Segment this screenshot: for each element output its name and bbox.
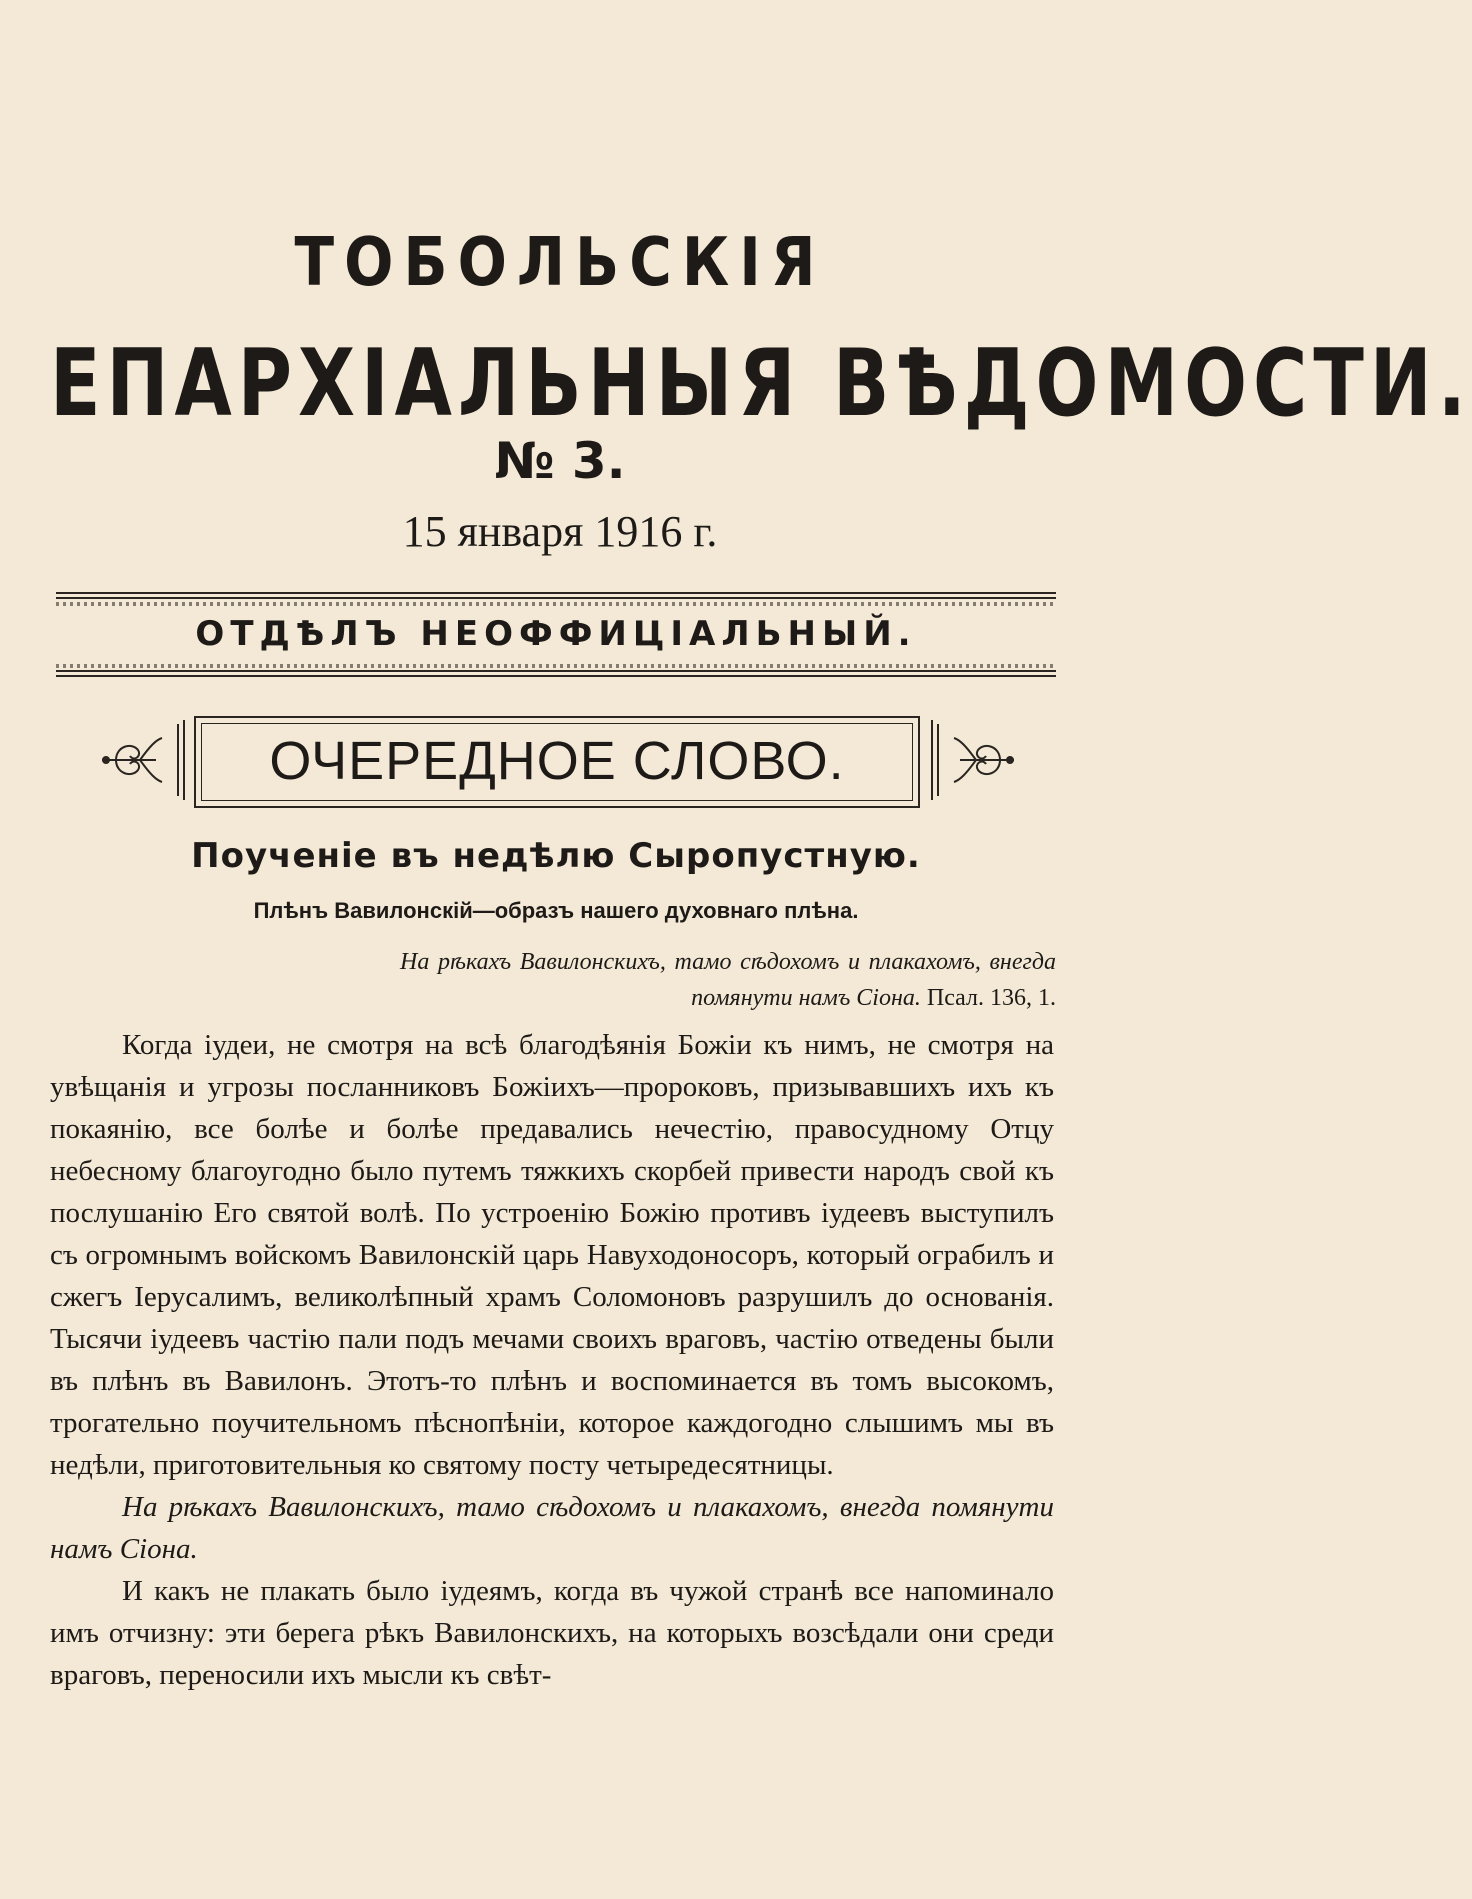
masthead-line-1: ТОБОЛЬСКІЯ xyxy=(294,222,826,302)
body-paragraph: Когда іудеи, не смотря на всѣ благодѣянія Божіи къ нимъ, не смотря на увѣщанія и угрозы посланниковъ Божіихъ—пророковъ, призывавшихъ ихъ къ покаянію, все болѣе и болѣе предавались нечестію, правосудному Отцу небесному благоугодно было путемъ тяжкихъ скорбей привести народъ свой къ послушанію Его святой волѣ. По устроенію Божію противъ іудеевъ выступилъ съ огромнымъ войскомъ Вавилонскій царь Навуходоносоръ, который ограбилъ и сжегъ Іерусалимъ, великолѣпный храмъ Соломоновъ разрушилъ до основанія. Тысячи іудеевъ частію пали подъ мечами своихъ враговъ, частію отведены были въ плѣнъ въ Вавилонъ. Этотъ-то плѣнъ и воспоминается въ томъ высокомъ, трогательно поучительномъ пѣснопѣніи, которое каждогодно слышимъ мы въ недѣли, приготовительныя ко святому посту четыредесятницы. xyxy=(50,1029,1054,1481)
epigraph-reference: Псал. 136, 1. xyxy=(926,985,1056,1011)
article-subheading: Плѣнъ Вавилонскій—образъ нашего духовнаго плѣна. xyxy=(253,898,859,923)
epigraph xyxy=(400,944,1056,1016)
article-title-frame xyxy=(194,716,920,808)
bottom-divider xyxy=(56,664,1056,678)
body-paragraph: И какъ не плакать было іудеямъ, когда въ чужой странѣ все напоминало имъ отчизну: эти берега рѣкъ Вавилонскихъ, на которыхъ возсѣдали они среди враговъ, переносили ихъ мысли къ свѣт- xyxy=(50,1575,1054,1691)
article-body xyxy=(50,1024,1054,1696)
body-paragraph-quote: На рѣкахъ Вавилонскихъ, тамо сѣдохомъ и плакахомъ, внегда помянути намъ Сіона. xyxy=(50,1491,1054,1565)
issue-number: № 3. xyxy=(494,432,626,490)
epigraph-quote: На рѣкахъ Вавилонскихъ, тамо сѣдохомъ и плакахомъ, внегда помянути намъ Сіона. xyxy=(400,949,1056,1011)
article-title: ОЧЕРЕДНОЕ СЛОВО. xyxy=(269,731,845,791)
top-divider xyxy=(56,592,1056,606)
section-heading: ОТДѢЛЪ НЕОФФИЦІАЛЬНЫЙ. xyxy=(195,614,917,654)
masthead-line-2: ЕПАРХІАЛЬНЫЯ ВѢДОМОСТИ. xyxy=(50,330,1472,438)
article-subtitle: Поученіе въ недѣлю Сыропустную. xyxy=(191,836,921,876)
issue-date: 15 января 1916 г. xyxy=(402,507,718,556)
left-fleuron-ornament-icon xyxy=(96,716,196,804)
right-fleuron-ornament-icon xyxy=(920,716,1020,804)
